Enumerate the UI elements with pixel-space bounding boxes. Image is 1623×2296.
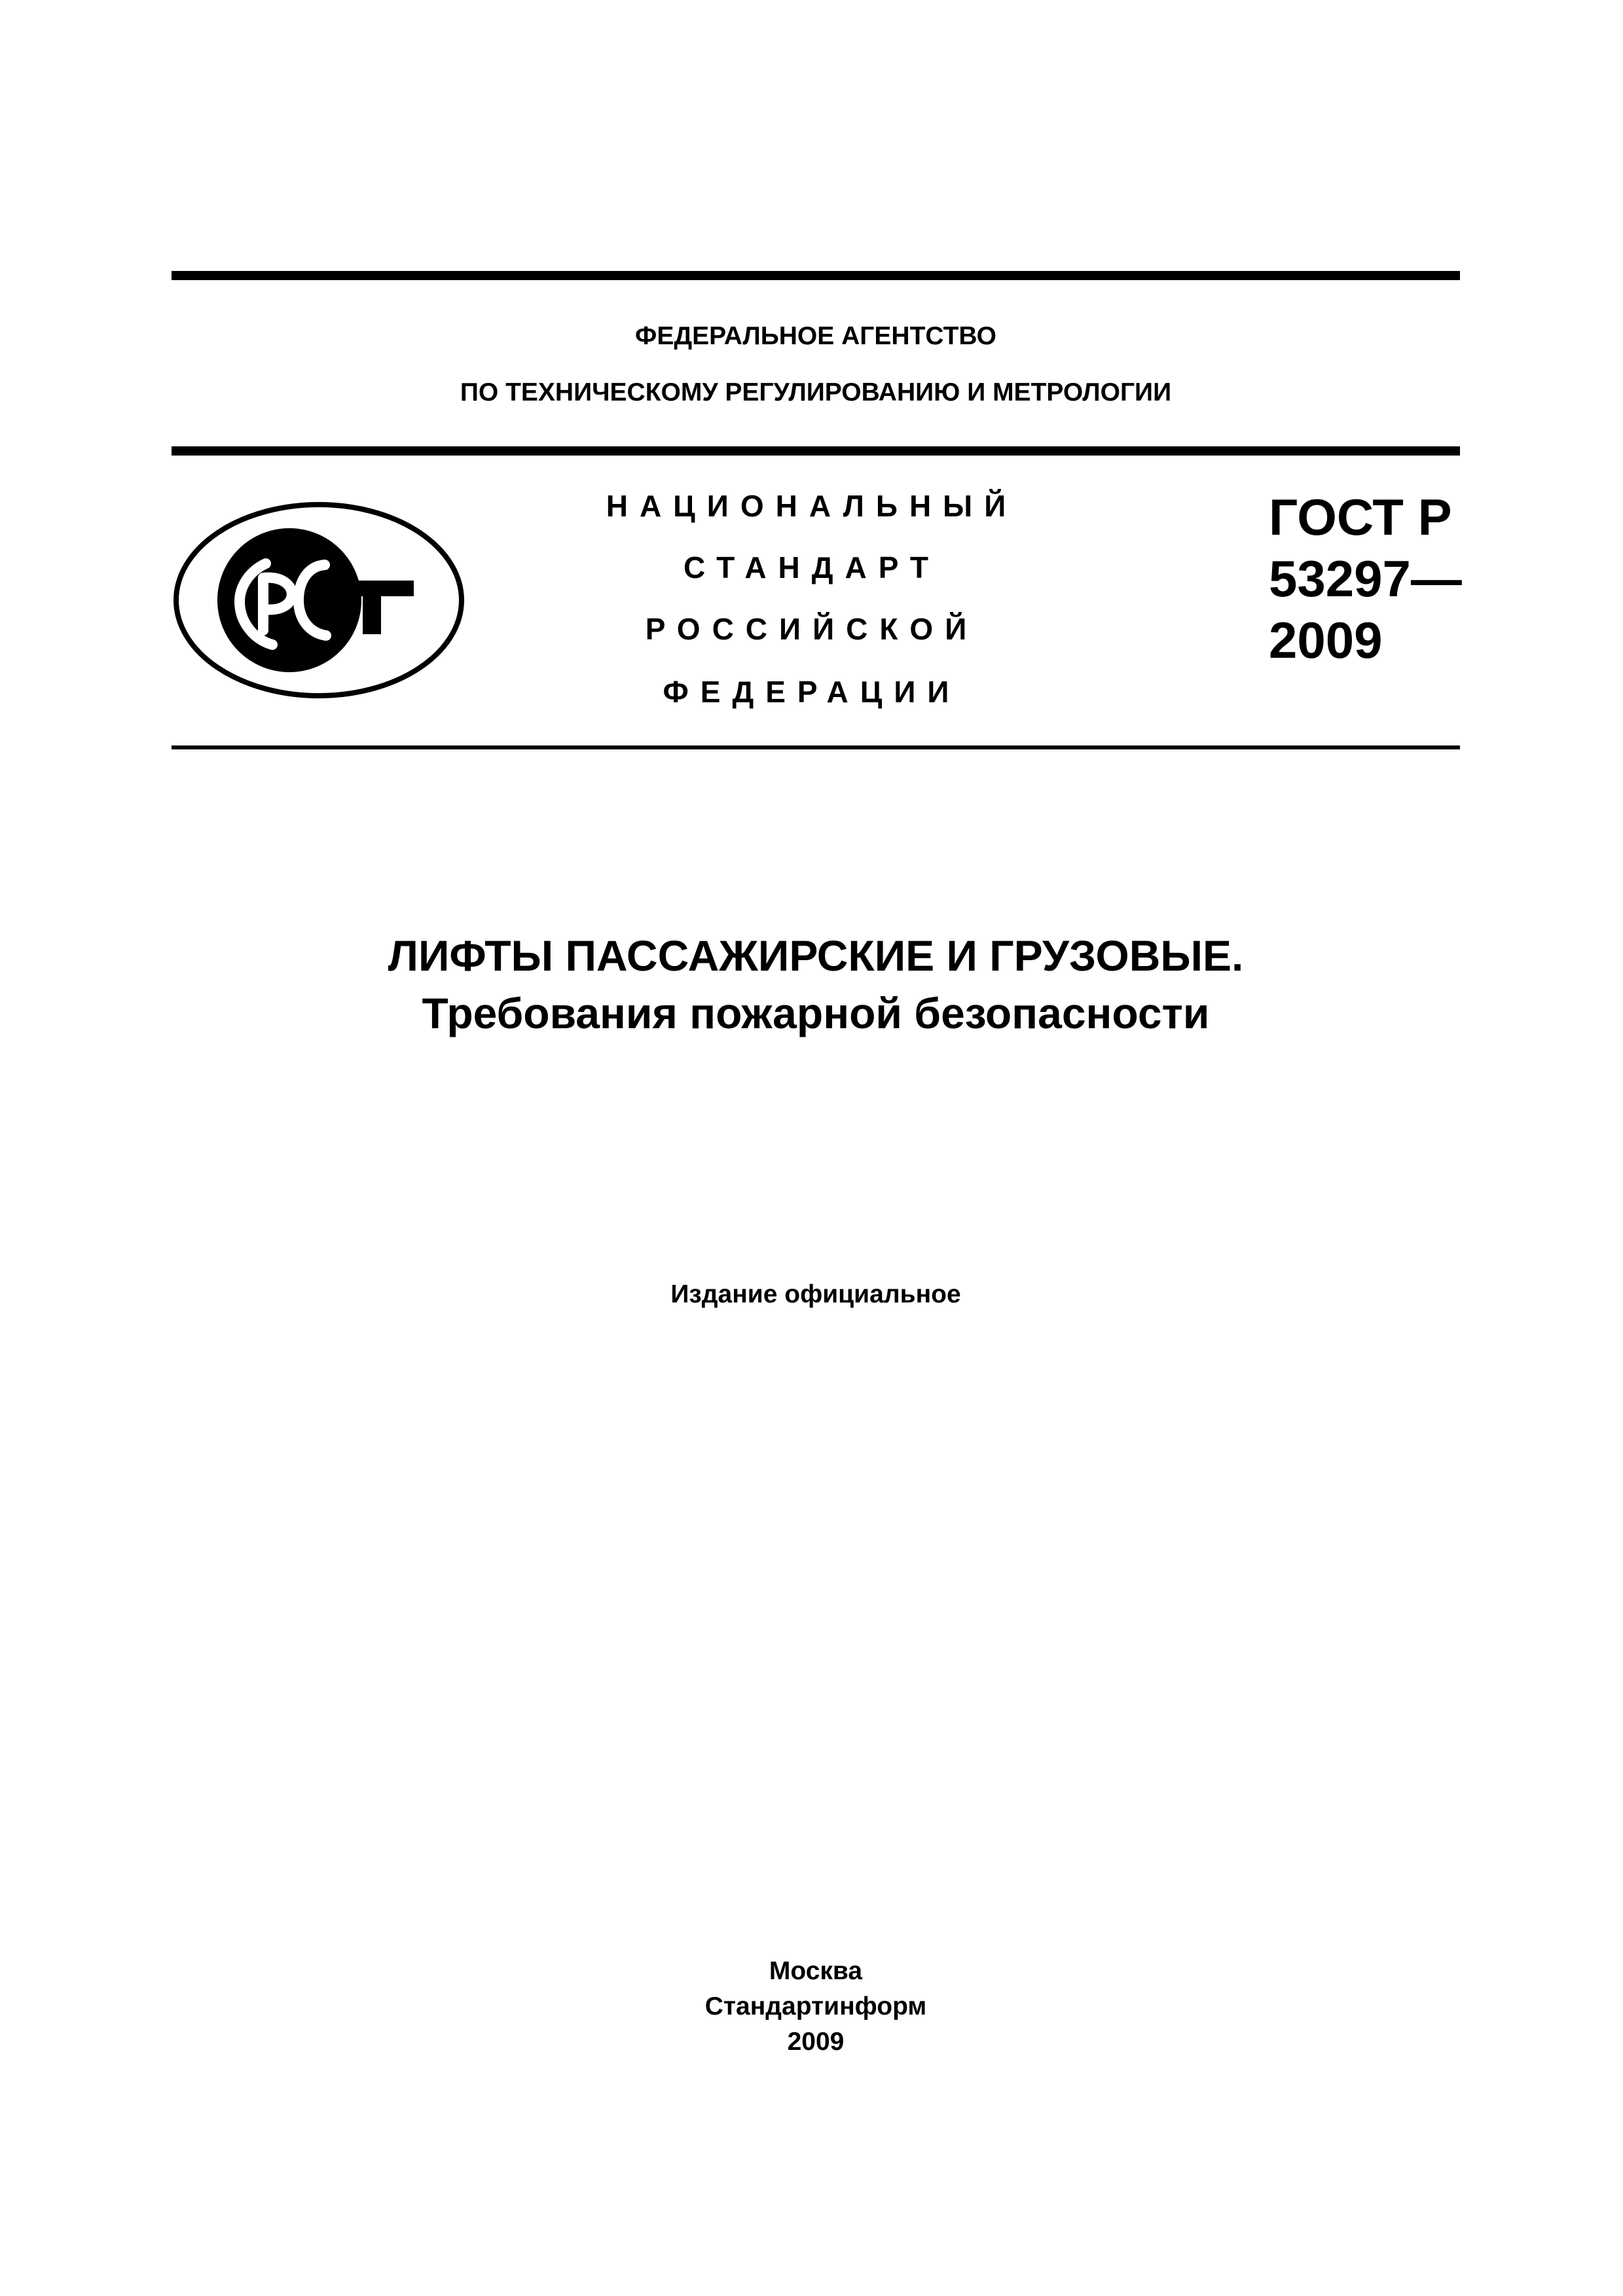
rst-logo-icon bbox=[172, 501, 466, 700]
gost-designation-line-3: 2009 bbox=[1269, 611, 1383, 669]
standard-type-line-3: РОССИЙСКОЙ bbox=[645, 612, 979, 646]
document-title: ЛИФТЫ ПАССАЖИРСКИЕ И ГРУЗОВЫЕ. bbox=[388, 931, 1244, 980]
bottom-rule bbox=[172, 745, 1460, 749]
imprint-year: 2009 bbox=[787, 2028, 845, 2056]
middle-rule bbox=[172, 446, 1460, 456]
gost-designation-line-1: ГОСТ Р bbox=[1269, 488, 1452, 546]
imprint-publisher: Стандартинформ bbox=[704, 1992, 927, 2020]
standard-type-line-2: СТАНДАРТ bbox=[684, 550, 940, 584]
standard-type-line-1: НАЦИОНАЛЬНЫЙ bbox=[606, 489, 1018, 523]
standard-type-line-4: ФЕДЕРАЦИИ bbox=[663, 675, 961, 709]
document-subtitle: Требования пожарной безопасности bbox=[422, 989, 1210, 1037]
agency-name-line-1: ФЕДЕРАЛЬНОЕ АГЕНТСТВО bbox=[635, 322, 996, 350]
agency-name-line-2: ПО ТЕХНИЧЕСКОМУ РЕГУЛИРОВАНИЮ И МЕТРОЛОГИИ bbox=[460, 378, 1172, 406]
gost-designation-line-2: 53297— bbox=[1269, 550, 1462, 607]
edition-note: Издание официальное bbox=[670, 1280, 961, 1308]
imprint-city: Москва bbox=[769, 1957, 863, 1985]
top-rule bbox=[172, 271, 1460, 280]
